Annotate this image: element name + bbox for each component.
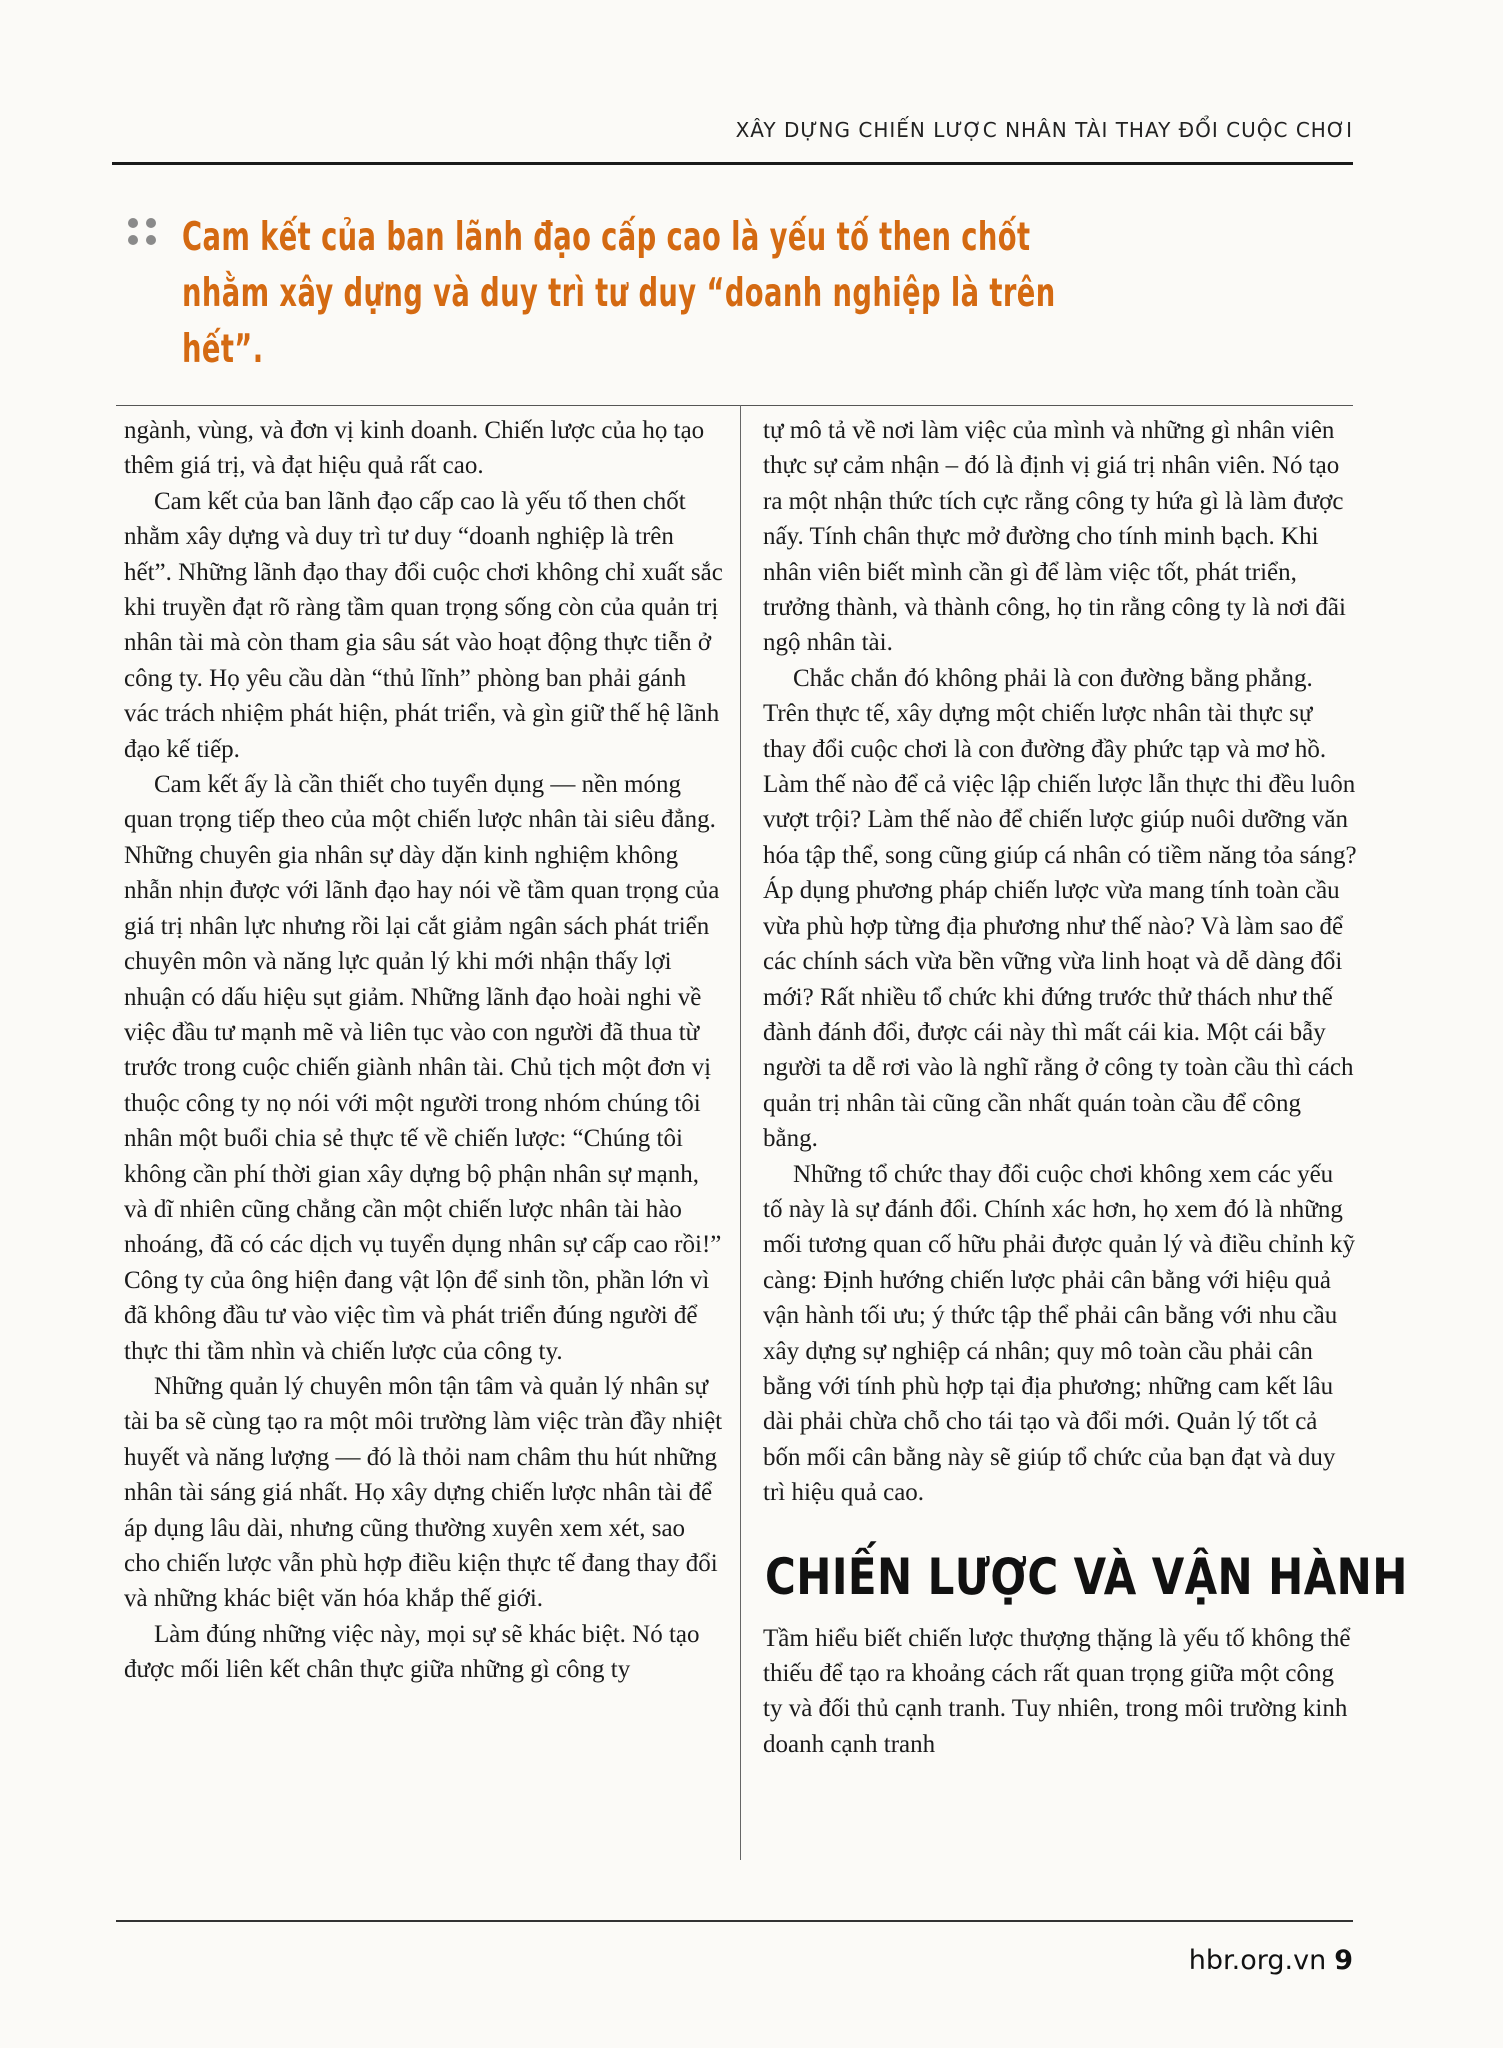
running-header-title: XÂY DỰNG CHIẾN LƯỢC NHÂN TÀI THAY ĐỔI CUỘC CHƠI xyxy=(735,118,1353,142)
paragraph: Chắc chắn đó không phải là con đường bằng phẳng. Trên thực tế, xây dựng một chiến lược nhân tài thực sự thay đổi cuộc chơi là con đường đầy phức tạp và mơ hồ. Làm thế nào để cả việc lập chiến lược lẫn thực thi đều luôn vượt trội? Làm thế nào để chiến lược giúp nuôi dưỡng văn hóa tập thể, song cũng giúp cá nhân có tiềm năng tỏa sáng? Áp dụng phương pháp chiến lược vừa mang tính toàn cầu vừa phù hợp từng địa phương như thế nào? Và làm sao để các chính sách vừa bền vững vừa linh hoạt và dễ dàng đổi mới? Rất nhiều tổ chức khi đứng trước thử thách như thế đành đánh đổi, được cái này thì mất cái kia. Một cái bẫy người ta dễ rơi vào là nghĩ rằng ở công ty toàn cầu thì cách quản trị nhân tài cũng cần nhất quán toàn cầu để công bằng. xyxy=(763,664,1357,1153)
paragraph: Cam kết của ban lãnh đạo cấp cao là yếu tố then chốt nhằm xây dựng và duy trì tư duy “doanh nghiệp là trên hết”. Những lãnh đạo thay đổi cuộc chơi không chỉ xuất sắc khi truyền đạt rõ ràng tầm quan trọng sống còn của quản trị nhân tài mà còn tham gia sâu sát vào hoạt động thực tiễn ở công ty. Họ yêu cầu dàn “thủ lĩnh” phòng ban phải gánh vác trách nhiệm phát hiện, phát triển, và gìn giữ thế hệ lãnh đạo kế tiếp. xyxy=(124,487,723,763)
paragraph: Những quản lý chuyên môn tận tâm và quản lý nhân sự tài ba sẽ cùng tạo ra một môi trường làm việc tràn đầy nhiệt huyết và năng lượng — đó là thỏi nam châm thu hút những nhân tài sáng giá nhất. Họ xây dựng chiến lược nhân tài để áp dụng lâu dài, nhưng cũng thường xuyên xem xét, sao cho chiến lược vẫn phù hợp điều kiện thực tế đang thay đổi và những khác biệt văn hóa khắp thế giới. xyxy=(124,1372,723,1613)
section-paragraph: Tầm hiểu biết chiến lược thượng thặng là yếu tố không thể thiếu để tạo ra khoảng cách rất quan trọng giữa một công ty và đối thủ cạnh tranh. Tuy nhiên, trong môi trường kinh doanh cạnh tranh xyxy=(763,1624,1351,1758)
left-column xyxy=(124,413,724,1688)
paragraph: Cam kết ấy là cần thiết cho tuyển dụng — nền móng quan trọng tiếp theo của một chiến lược nhân tài siêu đẳng. Những chuyên gia nhân sự dày dặn kinh nghiệm không nhẫn nhịn được với lãnh đạo hay nói về tầm quan trọng của giá trị nhân lực nhưng rồi lại cắt giảm ngân sách phát triển chuyên môn và năng lực quản lý khi mới nhận thấy lợi nhuận có dấu hiệu sụt giảm. Những lãnh đạo hoài nghi về việc đầu tư mạnh mẽ và liên tục vào con người đã thua từ trước trong cuộc chiến giành nhân tài. Chủ tịch một đơn vị thuộc công ty nọ nói với một người trong nhóm chúng tôi nhân một buổi chia sẻ thực tế về chiến lược: “Chúng tôi không cần phí thời gian xây dựng bộ phận nhân sự mạnh, và dĩ nhiên cũng chẳng cần một chiến lược nhân tài hào nhoáng, đã có các dịch vụ tuyển dụng nhân sự cấp cao rồi!” Công ty của ông hiện đang vật lộn để sinh tồn, phần lớn vì đã không đầu tư vào việc tìm và phát triển đúng người để thực thi tầm nhìn và chiến lược của công ty. xyxy=(124,771,722,1365)
header-rule xyxy=(112,162,1353,165)
right-column xyxy=(763,413,1408,1762)
quote-marks-icon xyxy=(128,218,164,248)
paragraph: Những tổ chức thay đổi cuộc chơi không xem các yếu tố này là sự đánh đổi. Chính xác hơn, họ xem đó là những mối tương quan cố hữu phải được quản lý và điều chỉnh kỹ càng: Định hướng chiến lược phải cân bằng với hiệu quả vận hành tối ưu; ý thức tập thể phải cân bằng với nhu cầu xây dựng sự nghiệp cá nhân; quy mô toàn cầu phải cân bằng với tính phù hợp tại địa phương; những cam kết lâu dài phải chừa chỗ cho tái tạo và đổi mới. Quản lý tốt cả bốn mối cân bằng này sẽ giúp tổ chức của bạn đạt và duy trì hiệu quả cao. xyxy=(763,1160,1355,1507)
paragraph: ngành, vùng, và đơn vị kinh doanh. Chiến lược của họ tạo thêm giá trị, và đạt hiệu quả rất cao. xyxy=(124,417,705,480)
pull-quote: Cam kết của ban lãnh đạo cấp cao là yếu tố then chốt nhằm xây dựng và duy trì tư duy “doanh nghiệp là trên hết”. xyxy=(182,215,1056,372)
paragraph: tự mô tả về nơi làm việc của mình và những gì nhân viên thực sự cảm nhận – đó là định vị giá trị nhân viên. Nó tạo ra một nhận thức tích cực rằng công ty hứa gì là làm được nấy. Tính chân thực mở đường cho tính minh bạch. Khi nhân viên biết mình cần gì để làm việc tốt, phát triển, trưởng thành, và thành công, họ tin rằng công ty là nơi đãi ngộ nhân tài. xyxy=(763,417,1346,657)
page-number: 9 xyxy=(1334,1945,1353,1976)
page-footer xyxy=(1189,1945,1353,1976)
body-top-rule xyxy=(116,405,1353,406)
section-heading: CHIẾN LƯỢC VÀ VẬN HÀNH xyxy=(765,1547,1408,1606)
footer-rule xyxy=(116,1920,1353,1922)
paragraph: Làm đúng những việc này, mọi sự sẽ khác biệt. Nó tạo được mối liên kết chân thực giữa những gì công ty xyxy=(124,1620,700,1684)
footer-site: hbr.org.vn xyxy=(1188,1945,1327,1976)
column-divider xyxy=(740,405,741,1860)
